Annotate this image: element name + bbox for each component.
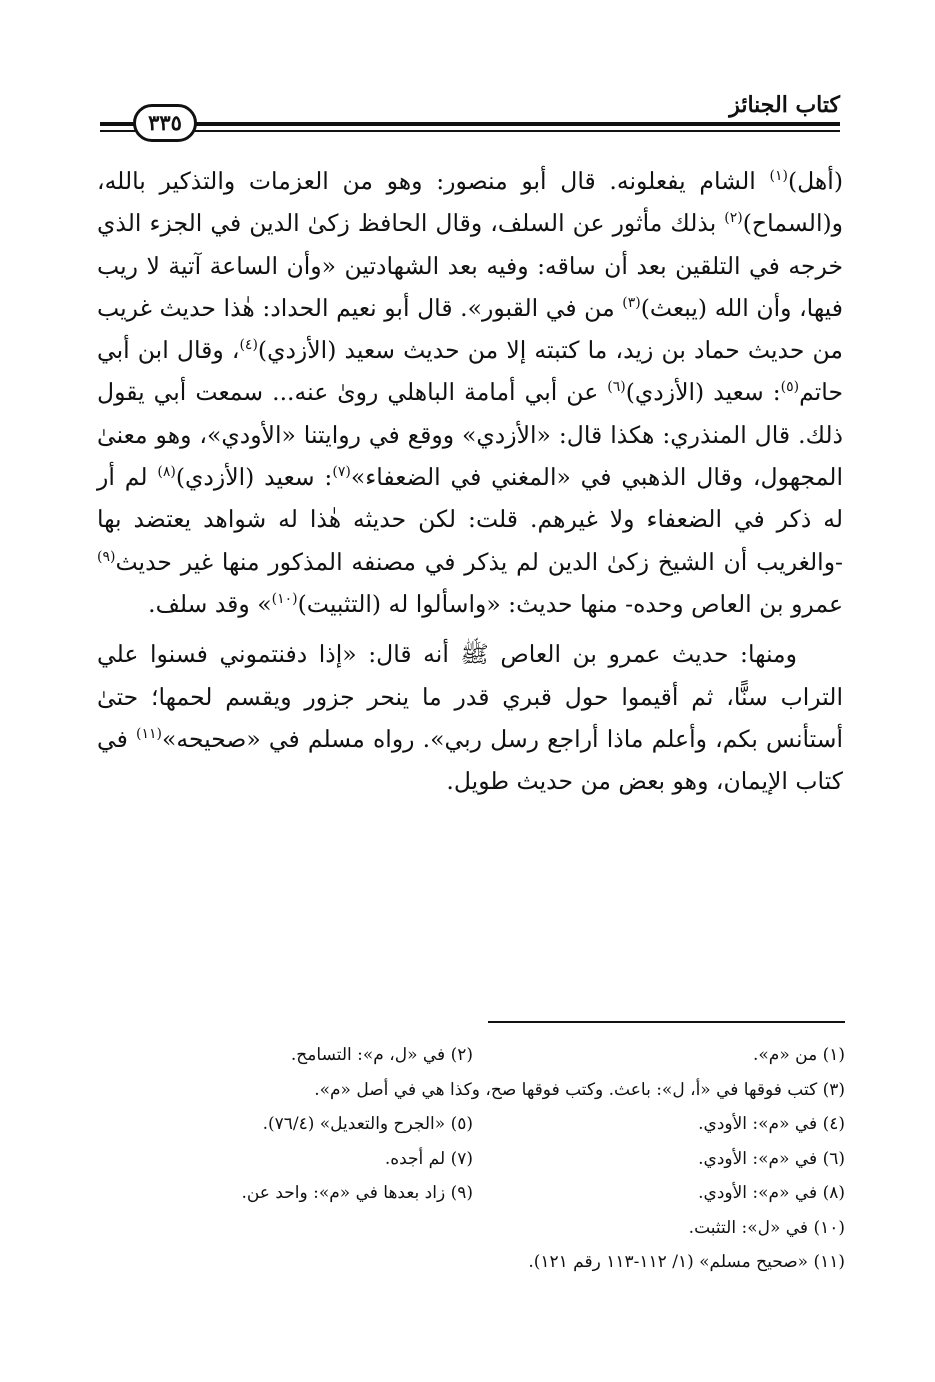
text-segment: عن أبي أمامة الباهلي روىٰ عنه... سمعت أبي يقول ذلك. قال المنذري: هكذا قال: «الأزدي» ووقع في روايتنا «الأودي»، وهو معنىٰ المجهول، وقال الذهبي في «المغني في الضعفاء» [97,378,843,492]
footnote-ref-6: (٦) [607,379,626,396]
footnote-8: (٨) في «م»: الأودي. [698,1183,845,1203]
page-header [100,92,840,142]
footnote-5: (٥) «الجرح والتعديل» (٧٦/٤). [262,1114,473,1134]
text-segment: من في القبور». قال أبو نعيم الحداد: هٰذا حديث غريب من حديث حماد بن زيد، ما كتبته إلا من حديث سعيد (الأزدي) [97,293,843,365]
footnote-row [97,1142,845,1177]
text-segment: : سعيد (الأزدي) [175,463,333,492]
text-segment: : سعيد (الأزدي) [625,378,781,407]
footnote-row [97,1107,845,1142]
footnotes [97,1038,845,1280]
footnote-row [97,1245,845,1280]
footnote-1: (١) من «م». [753,1045,845,1065]
footnote-ref-3: (٣) [622,295,641,312]
footnote-ref-4: (٤) [239,337,258,354]
text-segment: ، وقال ابن أبي حاتم [97,336,843,407]
header-rule-thick-left [100,122,135,126]
footnote-ref-8: (٨) [157,464,176,481]
text-segment: (أهل) [787,167,843,195]
paragraph-2 [97,633,843,802]
footnote-row [97,1038,845,1073]
header-rule-thin-left [100,130,135,132]
footnote-row [97,1211,845,1246]
paragraph-1 [97,160,843,625]
text-segment: » وقد سلف. [148,589,272,618]
header-rule-thin [195,130,840,132]
footnote-ref-9: (٩) [97,548,116,565]
footnote-separator [488,1021,845,1023]
page-number: ٣٣٥ [133,104,197,142]
footnote-ref-11: (١١) [135,726,162,743]
footnote-4: (٤) في «م»: الأودي. [698,1114,845,1134]
text-segment: في كتاب الإيمان، وهو بعض من حديث طويل. [97,724,843,796]
text-segment: عمرو بن العاص وحده- منها حديث: «واسألوا له (التثبيت) [297,589,843,618]
footnote-10: (١٠) في «ل»: التثبت. [688,1217,845,1238]
footnote-3: (٣) كتب فوقها في «أ، ل»: باعث. وكتب فوقها صح، وكذا هي في أصل «م». [314,1079,845,1100]
text-segment: ومنها: حديث عمرو بن العاص ﷺ أنه قال: «إذا دفنتموني فسنوا علي التراب سنًّا، ثم أقيموا حول قبري قدر ما ينحر جزور ويقسم لحمها؛ حتىٰ أستأنس بكم، وأعلم ماذا أراجع رسل ربي». رواه مسلم في «صحيحه» [97,640,843,753]
footnote-row [97,1176,845,1211]
footnote-row [97,1073,845,1108]
footnote-ref-1: (١) [769,168,788,185]
footnote-ref-10: (١٠) [271,591,298,608]
footnote-ref-2: (٢) [724,210,743,227]
text-segment: بذلك مأثور عن السلف، وقال الحافظ زكىٰ الدين في الجزء الذي خرجه في التلقين بعد أن ساقه: وفيه بعد الشهادتين «وأن الساعة آتية لا ريب فيها، وأن الله (يبعث) [97,209,843,322]
footnote-7: (٧) لم أجده. [384,1148,473,1169]
footnote-9: (٩) زاد بعدها في «م»: واحد عن. [241,1183,473,1203]
footnote-6: (٦) في «م»: الأودي. [698,1148,845,1169]
header-rule-thick [195,122,840,126]
footnote-11: (١١) «صحيح مسلم» (١/ ١١٢-١١٣ رقم ١٢١). [528,1252,845,1272]
text-segment: لم أر له ذكر في الضعفاء ولا غيرهم. قلت: لكن حديثه هٰذا له شواهد يعتضد بها -والغريب أن الشيخ زكىٰ الدين لم يذكر في مصنفه المذكور منها غير حديث [97,463,843,576]
running-title: كتاب الجنائز [729,92,840,118]
footnote-2: (٢) في «ل، م»: التسامح. [290,1045,473,1065]
body-text [97,160,843,802]
footnote-ref-7: (٧) [332,464,351,481]
footnote-ref-5: (٥) [780,379,800,396]
text-segment: الشام يفعلونه. قال أبو منصور: وهو من العزمات والتذكير بالله، و(السماح) [97,167,843,238]
